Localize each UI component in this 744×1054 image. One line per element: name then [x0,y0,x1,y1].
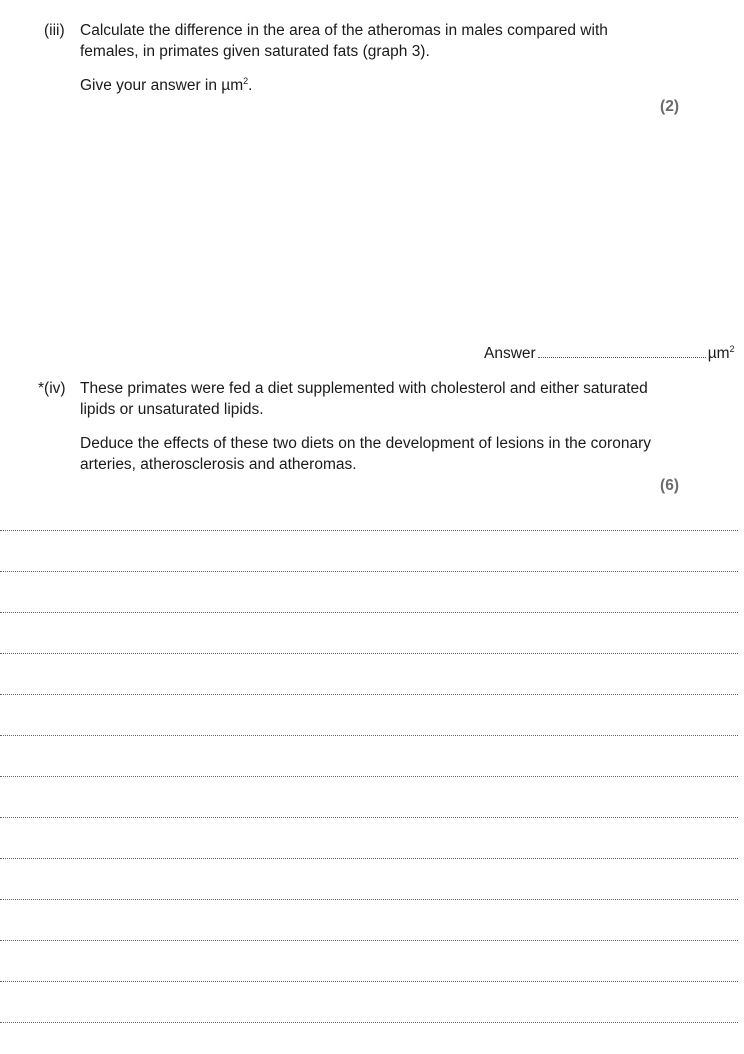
instruction-period: . [248,77,253,94]
answer-label: Answer [484,345,536,362]
answer-row [484,343,735,364]
marks-iii: (2) [660,98,679,115]
question-number-iv: *(iv) [38,380,66,397]
marks-iv: (6) [660,477,679,494]
question-instruction-iv: Deduce the effects of these two diets on the development of lesions in the coronary arteries, atherosclerosis and atheromas. [80,435,651,473]
question-text-iii: Calculate the difference in the area of the atheromas in males compared with females, in primates given saturated fats (graph 3). [80,22,608,60]
answer-line[interactable] [0,1022,738,1023]
answer-unit: µm [707,345,730,362]
answer-line[interactable] [0,899,738,900]
question-text-iv: These primates were fed a diet supplemented with cholesterol and either saturated lipids or unsaturated lipids. [80,380,648,418]
answer-line[interactable] [0,694,738,695]
answer-line[interactable] [0,776,738,777]
answer-line[interactable] [0,571,738,572]
working-space[interactable] [80,120,680,335]
answer-line[interactable] [0,653,738,654]
answer-field[interactable] [538,356,706,358]
answer-line[interactable] [0,981,738,982]
unit-superscript: 2 [729,343,735,354]
answer-line[interactable] [0,817,738,818]
answer-line[interactable] [0,940,738,941]
answer-line[interactable] [0,858,738,859]
answer-instruction [80,75,660,96]
question-number-iii: (iii) [44,22,65,39]
answer-line[interactable] [0,735,738,736]
answer-line[interactable] [0,530,738,531]
answer-line[interactable] [0,612,738,613]
instruction-text: Give your answer in µm [80,77,244,94]
superscript: 2 [243,75,249,86]
